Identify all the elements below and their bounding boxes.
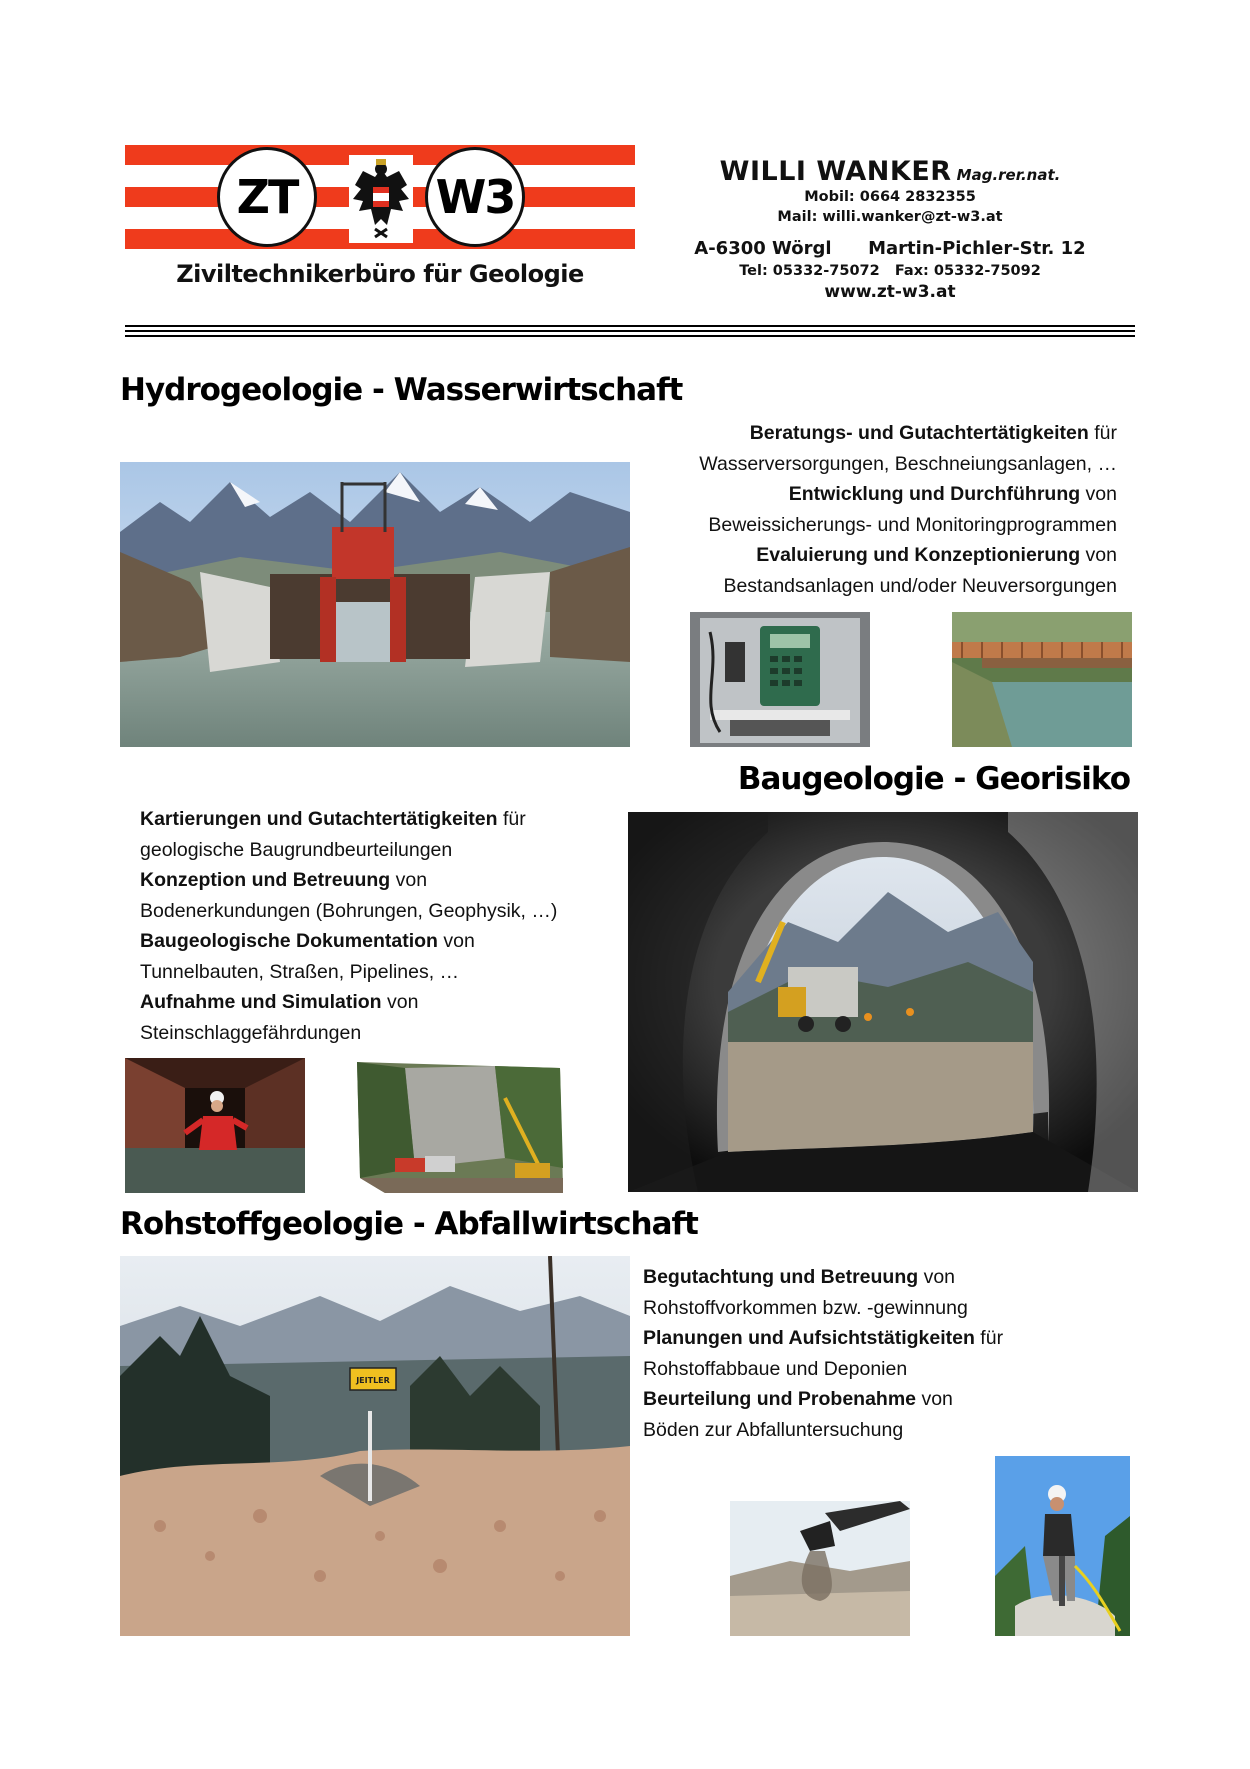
bau-line-bold: Kartierungen und Gutachtertätigkeiten — [140, 808, 498, 830]
roh-line-bold: Beurteilung und Probenahme — [643, 1388, 917, 1410]
photo-bridge-river — [952, 612, 1132, 747]
heading-rohstoffgeologie: Rohstoffgeologie - Abfallwirtschaft — [120, 1206, 698, 1242]
roh-line — [643, 1384, 1133, 1415]
hydro-line-text: Beweissicherungs- und Monitoringprogrammen — [708, 513, 1117, 536]
roh-line — [643, 1354, 1133, 1385]
logo-badge-w3: W3 — [425, 147, 525, 247]
roh-lines — [643, 1262, 1133, 1445]
roh-description — [643, 1262, 1133, 1445]
photo-weir-mountains — [120, 462, 630, 747]
bau-line-text: für — [497, 808, 526, 830]
heading-baugeologie: Baugeologie - Georisiko — [737, 761, 1130, 797]
bau-line — [140, 896, 620, 927]
hydro-description — [557, 418, 1117, 601]
bau-description — [140, 804, 620, 1048]
hydro-line — [557, 479, 1117, 510]
contact-degree: Mag.rer.nat. — [956, 166, 1061, 184]
bau-line-text: von — [381, 991, 419, 1013]
hydro-line — [557, 510, 1117, 541]
bau-line — [140, 835, 620, 866]
roh-line — [643, 1323, 1133, 1354]
bau-line-bold: Aufnahme und Simulation — [140, 991, 382, 1013]
bau-line-bold: Konzeption und Betreuung — [140, 869, 391, 891]
bau-line-text: Bodenerkundungen (Bohrungen, Geophysik, …) — [140, 899, 558, 922]
bau-line — [140, 957, 620, 988]
hydro-line-text: für — [1088, 422, 1117, 444]
bau-line-text: Steinschlaggefährdungen — [140, 1021, 362, 1044]
contact-mail[interactable]: Mail: willi.wanker@zt-w3.at — [777, 209, 1003, 225]
bau-line — [140, 1018, 620, 1049]
header-divider-3 — [125, 335, 1135, 337]
roh-line — [643, 1262, 1133, 1293]
logo-badge-zt: ZT — [217, 147, 317, 247]
roh-line-text: von — [916, 1388, 953, 1410]
photo-rock-slope — [355, 1058, 570, 1193]
hydro-line-bold: Entwicklung und Durchführung — [788, 483, 1081, 505]
hydro-line — [557, 540, 1117, 571]
photo-worker-drilling — [995, 1456, 1130, 1636]
bau-line — [140, 804, 620, 835]
contact-block — [690, 156, 1090, 303]
bau-line-text: von — [437, 930, 475, 952]
austrian-eagle-icon — [349, 155, 413, 243]
company-logo — [125, 145, 635, 295]
roh-line-text: Rohstoffvorkommen bzw. -gewinnung — [643, 1296, 968, 1319]
hydro-line-text: Wasserversorgungen, Beschneiungsanlagen, … — [699, 452, 1117, 475]
photo-excavator-bucket — [730, 1501, 910, 1636]
roh-line-text: von — [918, 1266, 956, 1288]
bau-lines — [140, 804, 620, 1048]
hydro-line-bold: Evaluierung und Konzeptionierung — [756, 544, 1081, 566]
contact-address — [690, 237, 1090, 261]
contact-phone: Tel: 05332-75072 Fax: 05332-75092 — [739, 263, 1041, 279]
hydro-line — [557, 571, 1117, 602]
roh-line-text: Böden zur Abfalluntersuchung — [643, 1418, 904, 1441]
hydro-line-text: von — [1080, 483, 1117, 505]
roh-line-text: Rohstoffabbaue und Deponien — [643, 1357, 908, 1380]
sign-label: JEITLER — [356, 1376, 390, 1385]
hydro-line — [557, 449, 1117, 480]
photo-tunnel-portal — [628, 812, 1138, 1192]
bau-line-text: geologische Baugrundbeurteilungen — [140, 838, 453, 861]
contact-website[interactable]: www.zt-w3.at — [824, 282, 956, 302]
roh-line-text: für — [974, 1327, 1004, 1349]
photo-control-panel — [690, 612, 870, 747]
roh-line-bold: Planungen und Aufsichtstätigkeiten — [643, 1327, 975, 1349]
contact-name: WILLI WANKER — [719, 156, 952, 187]
hydro-lines — [557, 418, 1117, 601]
logo-subtitle: Ziviltechnikerbüro für Geologie — [176, 260, 584, 288]
hydro-line — [557, 418, 1117, 449]
contact-city: A-6300 Wörgl — [694, 238, 832, 259]
photo-tunnel-wading — [125, 1058, 305, 1193]
bau-line — [140, 865, 620, 896]
bau-line-bold: Baugeologische Dokumentation — [140, 930, 438, 952]
roh-line — [643, 1415, 1133, 1446]
header-divider-2 — [125, 330, 1135, 332]
hydro-line-bold: Beratungs- und Gutachtertätigkeiten — [749, 422, 1089, 444]
contact-street: Martin-Pichler-Str. 12 — [868, 238, 1086, 259]
photo-gravel-sign — [120, 1256, 630, 1636]
bau-line-text: Tunnelbauten, Straßen, Pipelines, … — [140, 960, 460, 983]
hydro-line-text: von — [1080, 544, 1117, 566]
bau-line — [140, 987, 620, 1018]
contact-mobile: Mobil: 0664 2832355 — [804, 189, 976, 205]
header-divider-1 — [125, 325, 1135, 327]
roh-line — [643, 1293, 1133, 1324]
bau-line-text: von — [390, 869, 428, 891]
bau-line — [140, 926, 620, 957]
hydro-line-text: Bestandsanlagen und/oder Neuversorgungen — [723, 574, 1117, 597]
roh-line-bold: Begutachtung und Betreuung — [643, 1266, 919, 1288]
heading-hydrogeologie: Hydrogeologie - Wasserwirtschaft — [120, 372, 683, 408]
